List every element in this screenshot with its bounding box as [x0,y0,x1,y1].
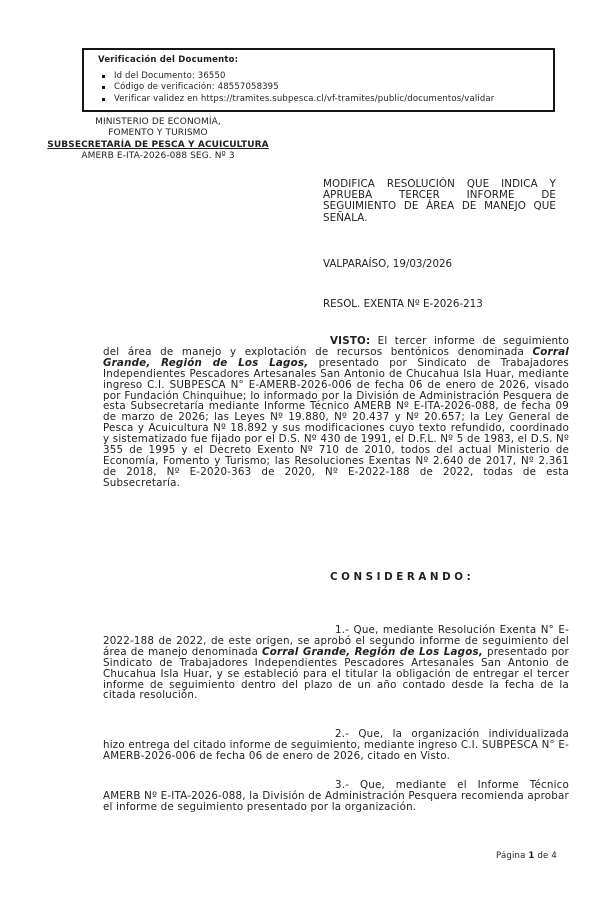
area-name-emphasis: Corral Grande, Región de Los Lagos, [262,645,483,658]
considerando-item-3 [103,780,569,813]
verification-item-document-id [98,71,543,82]
place-and-date: VALPARAÍSO, 19/03/2026 [323,258,453,270]
considerando-heading: C O N S I D E R A N D O : [330,571,471,583]
considerando-item-2 [103,729,569,762]
considerando-text: 3.- Que, mediante el Informe Técnico AMERB Nº E-ITA-2026-088, la División de Administración Pesquera recomienda aprobar el informe de seguimiento presentado por la organización. [103,779,569,813]
visto-label: VISTO: [330,335,371,347]
considerando-text: 2.- Que, la organización individualizada hizo entrega del citado informe de seguimiento, mediante ingreso C.I. SUBPESCA N° E-AMERB-2026-006 de fecha 06 de enero de 2026, citado en Visto. [103,728,569,762]
verification-item-url [98,94,543,105]
bullet-icon [102,98,105,101]
considerando-text: 1.- Que, mediante Resolución Exenta N° E-2022-188 de 2022, de este origen, se aprobó el segundo informe de seguimiento del área de manejo denominada [103,624,569,658]
verification-item-code [98,82,543,93]
visto-text: presentado por Sindicato de Trabajadores Independientes Pescadores Artesanales San Antonio de Chucahua Isla Huar, mediante ingreso C.I. SUBPESCA N° E-AMERB-2026-006 de fecha 06 de enero de 2026, visado por Fundación Chinquihue; lo informado por la División de Administración Pesquera de esta Subsecretaría mediante Informe Técnico AMERB Nº E-ITA-2026-088, de fecha 09 de marzo de 2026; las Leyes Nº 19.880, Nº 20.437 y Nº 20.657; la Ley General de Pesca y Acuicultura Nº 18.892 y sus modificaciones cuyo texto refundido, coordinado y sistematizado fue fijado por el D.S. Nº 430 de 1991, el D.F.L. Nº 5 de 1983, el D.S. Nº 355 de 1995 y el Decreto Exento Nº 710 de 2010, todos del actual Ministerio de Economía, Fomento y Turismo; las Resoluciones Exentas Nº 2.640 de 2017, Nº 2.361 de 2018, Nº E-2020-363 de 2020, Nº E-2022-188 de 2022, todas de esta Subsecretaría. [103,356,569,489]
ministry-line-1: MINISTERIO DE ECONOMÍA, [95,117,221,127]
verification-item-text: Código de verificación: 48557058395 [114,82,279,93]
considerando-text: presentado por Sindicato de Trabajadores Independientes Pescadores Artesanales San Antonio de Chucahua Isla Huar, y se estableció para el titular la obligación de entregar el tercer informe de seguimiento dentro del plazo de un año contado desde la fecha de la citada resolución. [103,645,569,702]
considerando-item-1 [103,625,569,701]
verification-url-text: Verificar validez en https://tramites.subpesca.cl/vf-tramites/public/documentos/validar [114,93,495,104]
area-name-emphasis: Corral Grande, Región de Los Lagos, [103,345,569,369]
verification-title: Verificación del Documento: [98,55,239,65]
ministry-line-2: FOMENTO Y TURISMO [108,128,208,139]
bullet-icon [102,86,105,89]
visto-text: El tercer informe de seguimiento del área de manejo y explotación de recursos bentónicos denominada [103,335,569,358]
bullet-icon [102,75,105,78]
resolution-number: RESOL. EXENTA Nº E-2026-213 [323,298,483,310]
page-footer [496,851,557,861]
verification-box [82,48,555,112]
reference-line: AMERB E-ITA-2026-088 SEG. Nº 3 [81,151,235,162]
page-label: Página [496,851,526,861]
subsecretaria-line: SUBSECRETARÍA DE PESCA Y ACUICULTURA [47,139,269,150]
resolution-subject: MODIFICA RESOLUCIÓN QUE INDICA Y APRUEBA TERCER INFORME DE SEGUIMIENTO DE ÁREA DE MANEJO QUE SEÑALA. [323,178,556,224]
visto-paragraph [103,336,569,489]
verification-item-text: Id del Documento: 36550 [114,71,226,81]
letterhead [27,117,289,163]
page-number: 1 [528,851,535,861]
page-total: de 4 [537,851,557,861]
